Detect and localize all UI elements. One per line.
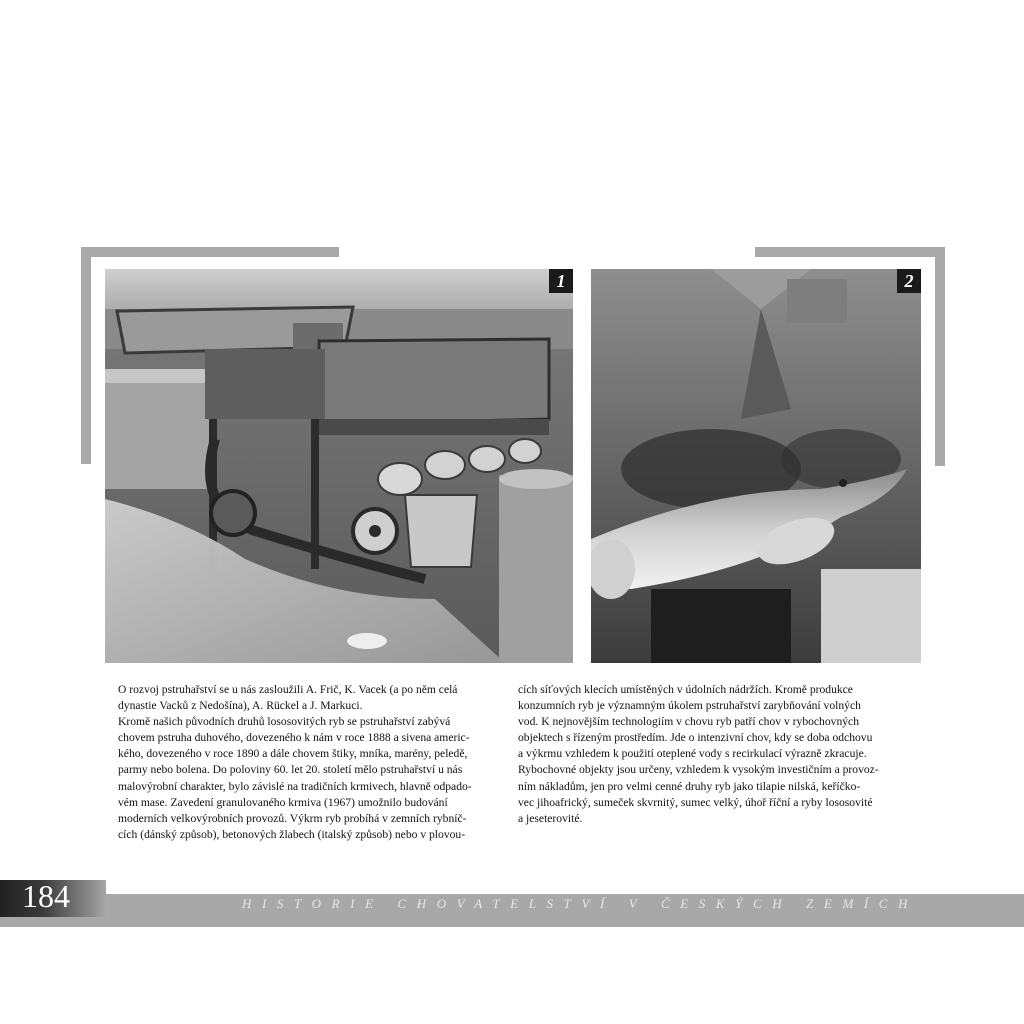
frame-line-left-top bbox=[81, 247, 339, 257]
text-line: ním nákladům, jen pro velmi cenné druhy ryb jako tilapie nilská, keříčko- bbox=[518, 779, 861, 793]
text-line: Rybochovné objekty jsou určeny, vzhledem k vysokým investičním a provoz- bbox=[518, 763, 879, 777]
text-line: a jeseterovité. bbox=[518, 811, 583, 825]
page-number: 184 bbox=[22, 878, 70, 914]
running-title: HISTORIE CHOVATELSTVÍ V ČESKÝCH ZEMÍCH bbox=[242, 896, 919, 911]
text-line: dynastie Vacků z Nedošína), A. Rückel a J. Markuci. bbox=[118, 699, 363, 713]
photo-2-badge: 2 bbox=[897, 269, 921, 293]
text-line: malovýrobní charakter, bylo závislé na tradičních krmivech, hlavně odpado- bbox=[118, 779, 472, 793]
frame-line-right-side bbox=[935, 247, 945, 466]
text-line: vod. K nejnovějším technologiím v chovu ryb patří chov v rybochovných bbox=[518, 715, 859, 729]
fish-sorting-machine-illustration bbox=[105, 269, 573, 663]
text-line: konzumních ryb je významným úkolem pstruhařství zarybňování volných bbox=[518, 699, 861, 713]
text-line: a výkrmu vzhledem k použití oteplené vody s recirkulací výrazně zkracuje. bbox=[518, 747, 867, 761]
text-line: parmy nebo bolena. Do poloviny 60. let 20. století mělo pstruhařství u nás bbox=[118, 763, 463, 777]
text-line: Kromě našich původních druhů lososovitých ryb se pstruhařství zabývá bbox=[118, 715, 451, 729]
text-line: chovem pstruha duhového, dovezeného k nám v roce 1888 a sivena americ- bbox=[118, 731, 470, 745]
text-line: cích (dánský způsob), betonových žlabech (italský způsob) nebo v plovou- bbox=[118, 827, 466, 841]
photo-1-badge: 1 bbox=[549, 269, 573, 293]
text-line: kého, dovezeného v roce 1890 a dále chovem štiky, mníka, marény, peledě, bbox=[118, 747, 468, 761]
text-line: moderních velkovýrobních provozů. Výkrm ryb probíhá v zemních rybníč- bbox=[118, 811, 467, 825]
text-line: O rozvoj pstruhařství se u nás zasloužili A. Frič, K. Vacek (a po něm celá bbox=[118, 683, 458, 696]
text-line: objektech s řízeným prostředím. Jde o intenzivní chov, kdy se doba odchovu bbox=[518, 731, 873, 745]
text-line: vém mase. Zavedení granulovaného krmiva (1967) umožnilo budování bbox=[118, 795, 448, 809]
text-column-left bbox=[118, 682, 472, 843]
text-column-right bbox=[518, 682, 879, 827]
frame-line-left-side bbox=[81, 247, 91, 464]
photo-1 bbox=[105, 269, 573, 663]
person-holding-pike-illustration bbox=[591, 269, 921, 663]
text-line: cích síťových klecích umístěných v údolních nádržích. Kromě produkce bbox=[518, 683, 853, 696]
photo-2 bbox=[591, 269, 921, 663]
frame-line-right-top bbox=[755, 247, 945, 257]
text-line: vec jihoafrický, sumeček skvrnitý, sumec velký, úhoř říční a ryby lososovité bbox=[518, 795, 873, 809]
